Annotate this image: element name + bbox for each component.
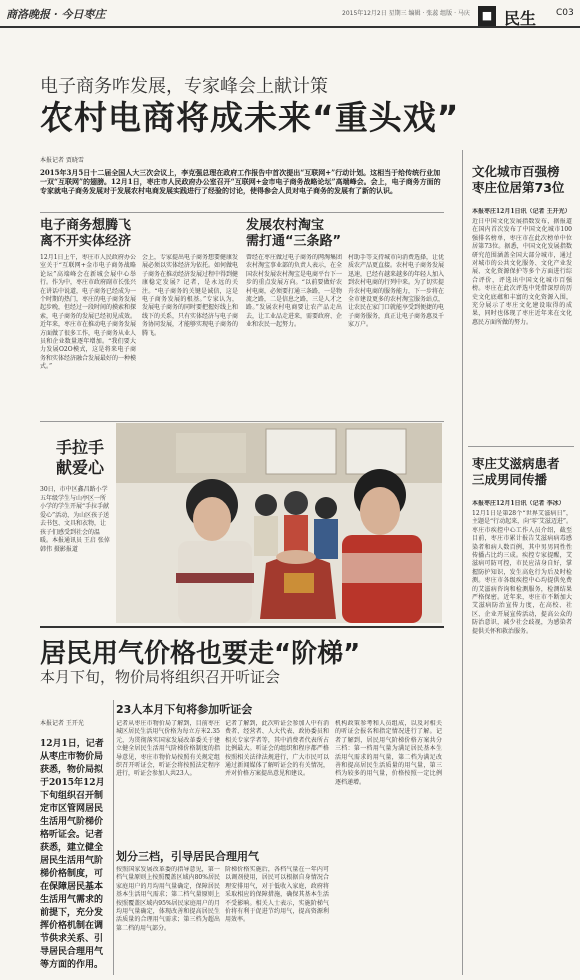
- divider: [113, 700, 114, 975]
- gas-col-a: 记者从枣庄市物价局了解到，目前枣庄城区居民生活用气价格为每立方米2.35元，为贯彻落实国家发展改革委关于建立健全居民生活用气阶梯价格制度的指导意见，枣庄市物价局按照有关规定组织召开听证会，听证会将按照法定程序进行，听证会参加人共23人。: [116, 720, 220, 778]
- photo-story-title: 手拉手 献爱心: [56, 438, 105, 477]
- gas-lead: 12月1日，记者从枣庄市物价局获悉，物价局拟于2015年12月下旬组织召开制定市区管网居民生活用气阶梯价格听证会。记者获悉，建立健全居民生活用气阶梯价格制度，可在保障居民基本生活用气需求的前提下，充分发挥价格机制在调节供求关系、引导居民合理用气等方面的作用。: [40, 739, 105, 970]
- photo-caption: 30日，市中区鑫昌路小学五年级学生与山亭区一所小学的学生开展“手拉手献爱心”活动，为山区孩子送去书包、文具和衣物，让孩子们感受到社会的温暖。本报通讯员 王启 张倬 韩伟 摄影报道: [40, 486, 110, 553]
- gas-subhead: 本月下旬，物价局将组织召开听证会: [40, 668, 281, 686]
- gas-section1-head: 23人本月下旬将参加听证会: [116, 703, 253, 716]
- aids-body: 12月1日是第28个“世界艾滋病日”，主题是“行动起来，向‘零’艾滋迈进”。枣庄市疾控中心工作人员介绍，截至目前，枣庄市累计报告艾滋病病毒感染者和病人数百例，其中男男同性性传播占比约三成。疾控专家提醒，艾滋病可防可控，市民应洁身自好，掌握防护知识，发生高危行为后及时检测。枣庄市各级疾控中心均提供免费的艾滋病咨询和检测服务，检测结果严格保密。近年来，枣庄市不断加大艾滋病防治宣传力度，在高校、社区、企业开展宣传活动，提高公众的防治意识，减少社会歧视，为感染者提供关怀和救治服务。: [472, 510, 572, 635]
- divider: [40, 421, 444, 422]
- gas-section2-head: 划分三档，引导居民合理用气: [116, 850, 259, 863]
- photo-illustration: [116, 423, 442, 623]
- gas-col-b: 记者了解到，此次听证会参加人中有消费者、经营者、人大代表、政协委员和相关专家学者等，其中消费者代表所占比例最大。听证会的组织和程序都严格按照相关法律法规进行，广大市民可以通过新闻媒体了解听证会的有关情况，并对价格方案提出意见和建议。: [225, 720, 329, 778]
- divider: [462, 150, 463, 975]
- divider: [40, 212, 444, 213]
- aids-byline: 本报枣庄12月1日讯（记者 李冰）: [472, 500, 565, 507]
- culture-byline: 本报枣庄12月1日讯（记者 王开光）: [472, 208, 571, 215]
- ecommerce-kicker: 电子商务咋发展，专家峰会上献计策: [40, 76, 328, 97]
- gas-col-c: 机构政策参考和人员组成，以及对相关的听证会报名和指定情况进行了解。记者了解到，居民用气阶梯价格方案共分三档：第一档用气量为满足居民基本生活用气需求的用气量，第二档为满足改善和提高居民生活质量的用气量，第三档为较多的用气量，价格按照一定比例逐档递增。: [335, 720, 442, 786]
- ecommerce-col3: 曾经在枣庄做过电子商务的网淘集团农村淘宝事业部的负责人表示，在全国农村发展农村淘宝是电商平台下一步的重点发展方向。“以前要做好农村电商，必须要打通三条路，一是物流之路，二是信息之路，三是人才之路。”发展农村电商要让农产品走出去，让工业品走进来，需要政府、企业和农民一起努力。: [246, 254, 342, 329]
- gas-headline: 居民用气价格也要走“阶梯”: [40, 639, 361, 669]
- date-line: 2015年12月2日 星期三 编辑 · 张蕊 组版 · 马庆: [342, 10, 470, 17]
- page-header: [0, 0, 580, 28]
- aids-headline: 枣庄艾滋病患者 三成男同传播: [472, 456, 560, 487]
- ecommerce-byline: 本报记者 贾晓雪: [40, 157, 84, 164]
- square-icon: ■: [478, 6, 496, 26]
- divider: [40, 626, 444, 628]
- section-flag: [478, 6, 552, 26]
- ecommerce-lead: 2015年3月5日十二届全国人大三次会议上，李克强总理在政府工作报告中首次提出“互联网+”行动计划。这相当于给传统行业加一双“互联网”的翅膀。12月1日，枣庄市人民政府办公室召开“互联网+金市电子商务战略论坛”高端峰会。会上，电子商务方面的专家就电子商务发展对于发展农村电商发展实践进行了经验的讨论，使得参会人员对电子商务的发展有了新的认识。: [40, 168, 441, 195]
- masthead: 商洛晚报 · 今日枣庄: [6, 8, 106, 21]
- culture-body: 近日中国文化发展指数发布，据报道在国内首次发布了中国文化城市100强排名榜单，枣庄市在此次榜单中位居第73位。据悉，中国文化发展指数研究范围涵盖全国大部分城市，通过对城市的公共文化服务、文化产业发展、文化资源保护等多个方面进行综合评价，评选出中国文化城市百强榜。枣庄在此次评选中凭借深厚的历史文化底蕴和丰富的文化资源入围，充分展示了枣庄文化建设取得的成果，同时也体现了枣庄近年来在文化惠民方面所做的努力。: [472, 218, 572, 326]
- news-photo: [116, 423, 442, 623]
- divider: [468, 446, 574, 447]
- ecommerce-col2: 会上，专家提出电子商务想要健康发展必须以实体经济为依托。如何做电子商务在推动经济发展过程中得到健康稳定发展？记者，是永远的关注。“电子商务的关键是诚信，这是电子商务发展的根基。”专家认为，发展电子商务的同时要把握好线上和线下的关系，只有实体经济与电子商务协同发展，才能够实现电子商务的腾飞。: [142, 254, 238, 337]
- gas-col-e: 阶梯价格实施后，各档气量在一年内可以调剂使用，居民可以根据自身情况合理安排用气，对于低收入家庭，政府将采取相应的保障措施，确保其基本生活不受影响。相关人士表示，实施阶梯气价将有利于促进节约用气，提高资源利用效率。: [225, 866, 329, 924]
- culture-headline: 文化城市百强榜 枣庄位居第73位: [472, 164, 565, 195]
- page-number: C03: [556, 8, 574, 18]
- gas-col-d: 按照国家发展改革委的指导意见，第一档气量原则上按照覆盖区域内80%居民家庭用户的月均用气量确定，保障居民基本生活用气需求；第二档气量原则上按照覆盖区域内95%居民家庭用户的月均用气量确定，体现改善和提高居民生活质量的合理用气需求；第三档为超出第二档的用气部分。: [116, 866, 220, 932]
- ecommerce-col1: 12月1日上午，枣庄市人民政府办公室关于“互联网+金市电子商务战略论坛”高端峰会在新城会展中心举行。作为中，枣庄市政府副市长张兴在讲话中说道，电子商务已经成为一个时期的热门，枣庄的电子商务发展起步晚，但经过一段时间的摸索和探索，电子商务的发展已经初见成效。近年来，枣庄市在推动电子商务发展方面做了很多工作，电子商务从业人员和企业数量逐年增加。“我们要大力发展O2O模式，这是将来电子商务和实体经济融合发展最好的一种模式。”: [40, 254, 136, 371]
- ecommerce-col1-head: 电子商务想腾飞 离不开实体经济: [40, 218, 132, 249]
- gas-byline: 本报记者 王开光: [40, 720, 84, 727]
- ecommerce-col2-head: 发展农村淘宝 需打通“三条路”: [246, 218, 342, 249]
- ecommerce-headline: 农村电商将成未来“重头戏”: [40, 98, 460, 137]
- section-name: 民生: [504, 9, 537, 28]
- ecommerce-col4: 村助手等支持城市向消费选择，让优质农产品更直接。农村电子商务发展迅速，已经有越来越多的年轻人加入到农村电商的行列中来。为了切实提升农村电商的服务能力，下一步将在全市建设更多的农村淘宝服务站点，让农民在家门口就能享受到便捷的电子商务服务，真正让电子商务惠及千家万户。: [348, 254, 444, 329]
